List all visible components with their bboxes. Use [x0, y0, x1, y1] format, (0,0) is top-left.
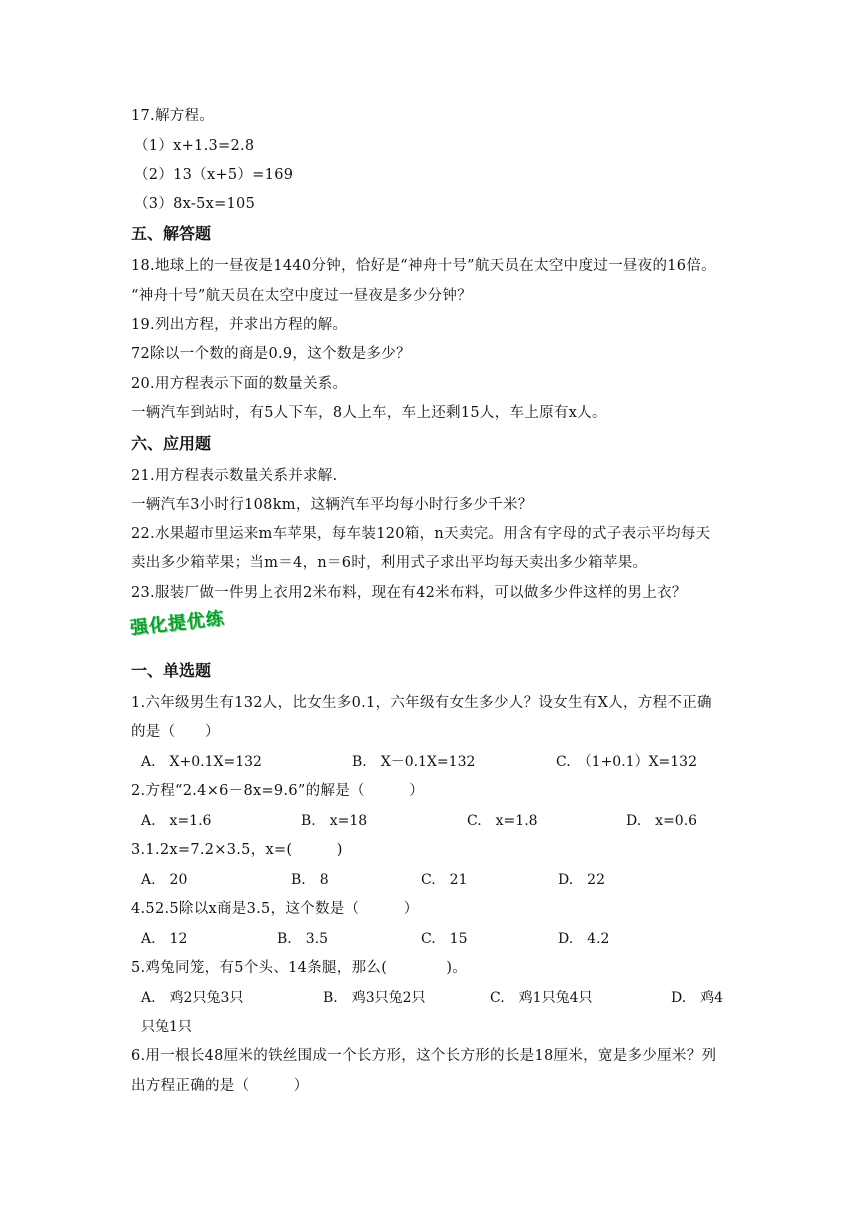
mc-4-option-b: B. 3.5 — [277, 931, 329, 947]
mc-2-option-b: B. x=18 — [301, 813, 368, 829]
mc-4-option-d: D. 4.2 — [558, 931, 610, 947]
mc-2-option-c: C. x=1.8 — [467, 813, 538, 829]
question-19-line-2: 72除以一个数的商是0.9，这个数是多少？ — [131, 346, 411, 362]
question-20-line-2: 一辆汽车到站时，有5人下车，8人上车，车上还剩15人，车上原有x人。 — [131, 405, 607, 421]
mc-4-line-1: 4.52.5除以x商是3.5，这个数是（ ） — [131, 901, 419, 917]
mc-1-option-c: C. （1+0.1）X=132 — [556, 754, 697, 770]
question-19-line-1: 19.列出方程，并求出方程的解。 — [131, 317, 348, 333]
question-17-title: 17.解方程。 — [131, 108, 215, 124]
mc-3-option-c: C. 21 — [421, 872, 468, 888]
mc-5-option-b: B. 鸡3只兔2只 — [323, 990, 426, 1006]
mc-3-option-b: B. 8 — [291, 872, 329, 888]
mc-5-line-1: 5.鸡兔同笼，有5个头、14条腿，那么( )。 — [131, 960, 468, 976]
mc-4-option-c: C. 15 — [421, 931, 468, 947]
question-23-line-1: 23.服装厂做一件男上衣用2米布料，现在有42米布料，可以做多少件这样的男上衣？ — [131, 585, 687, 601]
question-17-item-2: （2）13（x+5）=169 — [134, 167, 294, 183]
mc-6-line-1: 6.用一根长48厘米的铁丝围成一个长方形，这个长方形的长是18厘米，宽是多少厘米？列 — [131, 1048, 717, 1064]
question-18-line-2: “神舟十号”航天员在太空中度过一昼夜是多少分钟？ — [131, 288, 473, 304]
question-17-item-1: （1）x+1.3=2.8 — [134, 138, 255, 154]
question-18-line-1: 18.地球上的一昼夜是1440分钟，恰好是“神舟十号”航天员在太空中度过一昼夜的16倍。 — [131, 258, 716, 274]
mc-2-line-1: 2.方程“2.4×6－8x=9.6”的解是（ ） — [131, 783, 425, 799]
mc-2-option-a: A. x=1.6 — [141, 813, 212, 829]
mc-6-line-2: 出方程正确的是（ ） — [131, 1078, 309, 1094]
question-22-line-2: 卖出多少箱苹果；当m＝4，n＝6时，利用式子求出平均每天卖出多少箱苹果。 — [131, 555, 648, 571]
question-21-line-2: 一辆汽车3小时行108km，这辆汽车平均每小时行多少千米？ — [131, 497, 533, 513]
question-21-line-1: 21.用方程表示数量关系并求解. — [131, 468, 338, 484]
section-6-heading: 六、应用题 — [131, 434, 212, 453]
mc-3-option-d: D. 22 — [558, 872, 605, 888]
mc-1-option-b: B. X－0.1X=132 — [352, 754, 476, 770]
section-5-heading: 五、解答题 — [131, 224, 212, 243]
mc-5-option-a: A. 鸡2只兔3只 — [141, 990, 244, 1006]
mc-2-option-d: D. x=0.6 — [626, 813, 698, 829]
question-20-line-1: 20.用方程表示下面的数量关系。 — [131, 376, 348, 392]
mc-3-line-1: 3.1.2x=7.2×3.5，x=( ) — [131, 842, 343, 858]
mc-4-option-a: A. 12 — [141, 931, 188, 947]
mc-5-option-d-wrap: 只兔1只 — [141, 1019, 192, 1035]
mc-1-line-1: 1.六年级男生有132人，比女生多0.1，六年级有女生多少人？设女生有X人，方程不正确 — [131, 695, 712, 711]
section-1-heading: 一、单选题 — [131, 661, 212, 680]
mc-5-option-d: D. 鸡4 — [671, 990, 724, 1006]
question-22-line-1: 22.水果超市里运来m车苹果，每车装120箱，n天卖完。用含有字母的式子表示平均每天 — [131, 526, 711, 542]
mc-3-option-a: A. 20 — [141, 872, 188, 888]
mc-1-line-2: 的是（ ） — [131, 724, 220, 740]
question-17-item-3: （3）8x-5x=105 — [134, 196, 256, 212]
mc-1-option-a: A. X+0.1X=132 — [141, 754, 262, 770]
mc-5-option-c: C. 鸡1只兔4只 — [490, 990, 593, 1006]
banner-title: 强化提优练 — [129, 608, 226, 639]
